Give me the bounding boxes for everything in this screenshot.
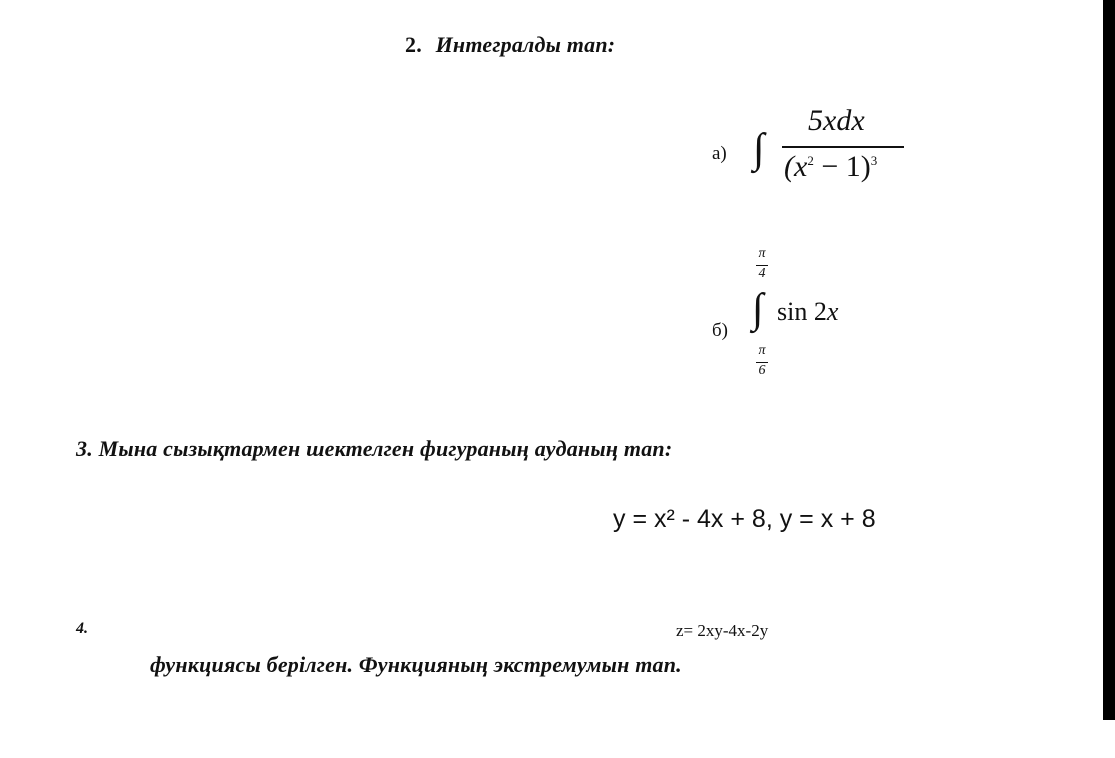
part-b-lower-limit-den: 6 <box>758 363 766 378</box>
part-a-denominator-rest: − 1) <box>813 150 871 183</box>
task3-heading: 3. Мына сызықтармен шектелген фигураның ауданың тап: <box>76 436 673 461</box>
task3-equation: y = x² - 4x + 8, y = x + 8 <box>613 505 876 533</box>
task4-function: z= 2xy-4x-2y <box>676 621 769 640</box>
part-a-denominator <box>784 150 877 184</box>
part-a-denominator-base: (x <box>784 150 808 183</box>
part-b-label: б) <box>712 320 728 341</box>
screen-edge-bar <box>1103 0 1115 720</box>
task4-text: функциясы берілген. Функцияның экстремумын тап. <box>150 652 682 677</box>
part-b-upper-limit-num: π <box>758 246 766 261</box>
part-b-upper-limit-den: 4 <box>758 266 766 281</box>
part-b-integrand-var: x <box>826 297 839 326</box>
part-a-numerator: 5xdx <box>808 104 865 137</box>
task2-number: 2. <box>405 32 422 57</box>
part-b-lower-limit-num: π <box>758 343 766 358</box>
part-b-integral-sign: ∫ <box>752 286 764 332</box>
part-a-denominator-exp3: 3 <box>870 153 878 168</box>
task4-number: 4. <box>76 620 88 637</box>
part-b-integrand-func: sin 2 <box>777 297 827 326</box>
task2-title: Интегралды тап: <box>435 32 616 57</box>
part-a-fraction-bar <box>782 146 904 148</box>
part-a-integral-sign: ∫ <box>753 126 765 172</box>
part-a-denominator-exp2: 2 <box>807 153 814 168</box>
task2-heading <box>405 32 615 58</box>
part-b-integrand <box>777 297 838 327</box>
part-a-label: а) <box>712 143 727 164</box>
